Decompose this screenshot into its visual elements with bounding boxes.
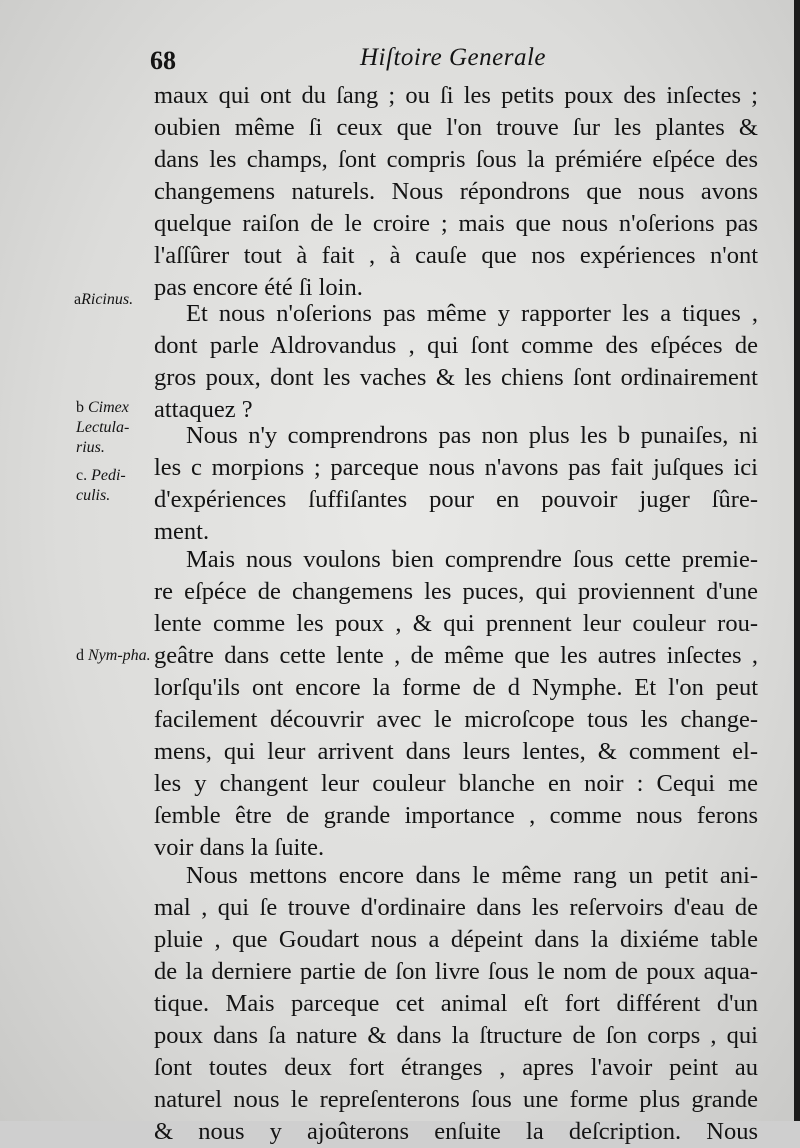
text-line: les c morpions ; parceque nous n'avons pas fait juſques ici: [154, 454, 758, 481]
text-line: tique. Mais parceque cet animal eſt fort différent d'un: [154, 990, 758, 1017]
margin-note-mark: b: [76, 399, 84, 416]
text-line: quelque raiſon de le croire ; mais que nous n'oſerions pas: [154, 210, 758, 237]
text-line: ſemble être de grande importance , comme nous ferons: [154, 802, 758, 829]
text-line: mens, qui leur arrivent dans leurs lentes, & comment el-: [154, 738, 758, 765]
text-line: mal , qui ſe trouve d'ordinaire dans les reſervoirs d'eau de: [154, 894, 758, 921]
text-line: maux qui ont du ſang ; ou ſi les petits poux des inſectes ;: [154, 82, 758, 109]
margin-note-mark: d: [76, 647, 84, 664]
text-line: oubien même ſi ceux que l'on trouve ſur les plantes &: [154, 114, 758, 141]
text-line: facilement découvrir avec le microſcope tous les change-: [154, 706, 758, 733]
page-header: [0, 34, 800, 74]
margin-note-d: [76, 646, 152, 666]
margin-note-mark: c.: [76, 467, 88, 484]
text-line: Et nous n'oſerions pas même y rapporter les a tiques ,: [186, 300, 758, 327]
margin-note-text: Ricinus.: [81, 291, 134, 308]
page-number: 68: [150, 46, 176, 75]
text-line: voir dans la ſuite.: [154, 834, 325, 861]
margin-note-text: Cimex Lectula-rius.: [76, 399, 130, 456]
text-line: lente comme les poux , & qui prennent leur couleur rou-: [154, 610, 758, 637]
margin-note-text: Pedi-culis.: [76, 467, 126, 504]
running-title: Hiſtoire Generale: [360, 44, 547, 71]
page-edge-shadow: [794, 0, 800, 1121]
text-line: naturel nous le repreſenterons ſous une forme plus grande: [154, 1086, 758, 1113]
text-line: ment.: [154, 518, 210, 545]
text-line: pluie , que Goudart nous a dépeint dans la dixiéme table: [154, 926, 758, 953]
margin-note-c: [76, 466, 152, 506]
text-line: pas encore été ſi loin.: [154, 274, 363, 301]
text-line: poux dans ſa nature & dans la ſtructure de ſon corps , qui: [154, 1022, 758, 1049]
margin-note-b: [76, 398, 152, 458]
text-line: l'aſſûrer tout à fait , à cauſe que nos expériences n'ont: [154, 242, 758, 269]
text-line: gros poux, dont les vaches & les chiens ſont ordinairement: [154, 364, 758, 391]
margin-note-a: [74, 290, 133, 310]
text-line: dont parle Aldrovandus , qui ſont comme des eſpéces de: [154, 332, 758, 359]
text-line: Nous n'y comprendrons pas non plus les b punaiſes, ni: [186, 422, 758, 449]
text-line: les y changent leur couleur blanche en noir : Cequi me: [154, 770, 758, 797]
text-line: lorſqu'ils ont encore la forme de d Nymphe. Et l'on peut: [154, 674, 758, 701]
text-line: ſont toutes deux fort étranges , apres l'avoir peint au: [154, 1054, 758, 1081]
text-line: d'expériences ſuffiſantes pour en pouvoir juger ſûre-: [154, 486, 758, 513]
text-line: Mais nous voulons bien comprendre ſous cette premie-: [186, 546, 758, 573]
text-line: geâtre dans cette lente , de même que les autres inſectes ,: [154, 642, 758, 669]
text-line: & nous y ajoûterons enſuite la deſcription. Nous: [154, 1118, 758, 1145]
text-line: Nous mettons encore dans le même rang un petit ani-: [186, 862, 758, 889]
text-line: dans les champs, ſont compris ſous la prémiére eſpéce des: [154, 146, 758, 173]
text-line: re eſpéce de changemens les puces, qui proviennent d'une: [154, 578, 758, 605]
margin-note-text: Nym-pha.: [88, 647, 151, 664]
text-line: changemens naturels. Nous répondrons que nous avons: [154, 178, 758, 205]
text-line: de la derniere partie de ſon livre ſous le nom de poux aqua-: [154, 958, 758, 985]
margin-note-mark: a: [74, 291, 82, 308]
text-line: attaquez ?: [154, 396, 253, 423]
